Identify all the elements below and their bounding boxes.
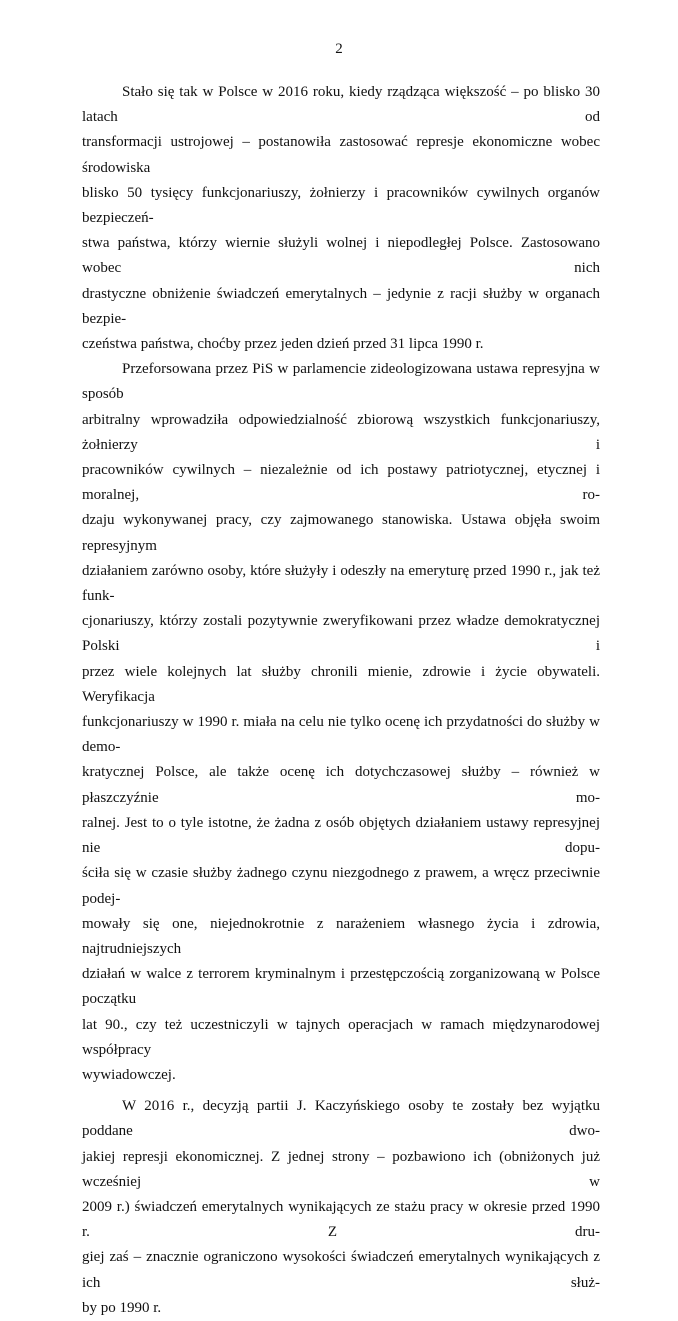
text-line: wywiadowczej.	[82, 1066, 176, 1083]
text-line: przez wiele kolejnych lat służby chronili mienie, zdrowie i życie obywateli. Weryfikacja	[82, 663, 600, 705]
text-line: 2009 r.) świadczeń emerytalnych wynikających ze stażu pracy w okresie przed 1990 r. Z dru-	[82, 1198, 600, 1241]
text-line: czeństwa państwa, choćby przez jeden dzień przed 31 lipca 1990 r.	[82, 336, 484, 353]
text-line: dzaju wykonywanej pracy, czy zajmowanego stanowiska. Ustawa objęła swoim represyjnym	[82, 512, 600, 554]
text-line: pracowników cywilnych – niezależnie od ich postawy patriotycznej, etycznej i moralnej, ro-	[82, 462, 600, 504]
text-line: ściła się w czasie służby żadnego czynu niezgodnego z prawem, a wręcz przeciwnie podej-	[82, 865, 600, 907]
text-line: działań w walce z terrorem kryminalnym i przestępczością zorganizowaną w Polsce początku	[82, 966, 600, 1008]
text-line: jakiej represji ekonomicznej. Z jednej strony – pozbawiono ich (obniżonych już wcześniej w	[82, 1148, 600, 1190]
text-line: blisko 50 tysięcy funkcjonariuszy, żołnierzy i pracowników cywilnych organów bezpieczeń-	[82, 184, 600, 227]
text-line: giej zaś – znacznie ograniczono wysokości świadczeń emerytalnych wynikających z ich służ-	[82, 1249, 600, 1291]
text-line: kratycznej Polsce, ale także ocenę ich dotychczasowej służby – również w płaszczyźnie mo-	[82, 764, 600, 806]
text-line: drastyczne obniżenie świadczeń emerytalnych – jedynie z racji służby w organach bezpie-	[82, 285, 600, 327]
text-line: stwa państwa, którzy wiernie służyli wolnej i niepodległej Polsce. Zastosowano wobec nich	[82, 235, 600, 277]
text-line: funkcjonariuszy w 1990 r. miała na celu nie tylko ocenę ich przydatności do służby w demo-	[82, 714, 600, 756]
text-line: lat 90., czy też uczestniczyli w tajnych operacjach w ramach międzynarodowej współpracy	[82, 1016, 600, 1058]
text-line: działaniem zarówno osoby, które służyły i odeszły na emeryturę przed 1990 r., jak też funk-	[82, 562, 600, 605]
text-line: W 2016 r., decyzją partii J. Kaczyńskiego osoby te zostały bez wyjątku poddane dwo-	[82, 1098, 600, 1140]
paragraph	[82, 357, 600, 1088]
text-line: Stało się tak w Polsce w 2016 roku, kiedy rządząca większość – po blisko 30 latach od	[82, 84, 600, 126]
text-line: mowały się one, niejednokrotnie z narażeniem własnego życia i zdrowia, najtrudniejszych	[82, 915, 600, 957]
text-line: ralnej. Jest to o tyle istotne, że żadna z osób objętych działaniem ustawy represyjnej nie dopu-	[82, 814, 600, 857]
text-line: arbitralny wprowadziła odpowiedzialność zbiorową wszystkich funkcjonariuszy, żołnierzy i	[82, 411, 600, 453]
paragraph	[82, 1094, 600, 1321]
text-line: Przeforsowana przez PiS w parlamencie zideologizowana ustawa represyjna w sposób	[82, 361, 600, 403]
body-text	[82, 80, 600, 1321]
paragraph	[82, 80, 600, 357]
text-line: transformacji ustrojowej – postanowiła zastosować represje ekonomiczne wobec środowiska	[82, 134, 600, 176]
text-line: by po 1990 r.	[82, 1299, 162, 1316]
page-number: 2	[335, 41, 343, 57]
text-line: cjonariuszy, którzy zostali pozytywnie zweryfikowani przez władze demokratycznej Polski i	[82, 613, 600, 655]
